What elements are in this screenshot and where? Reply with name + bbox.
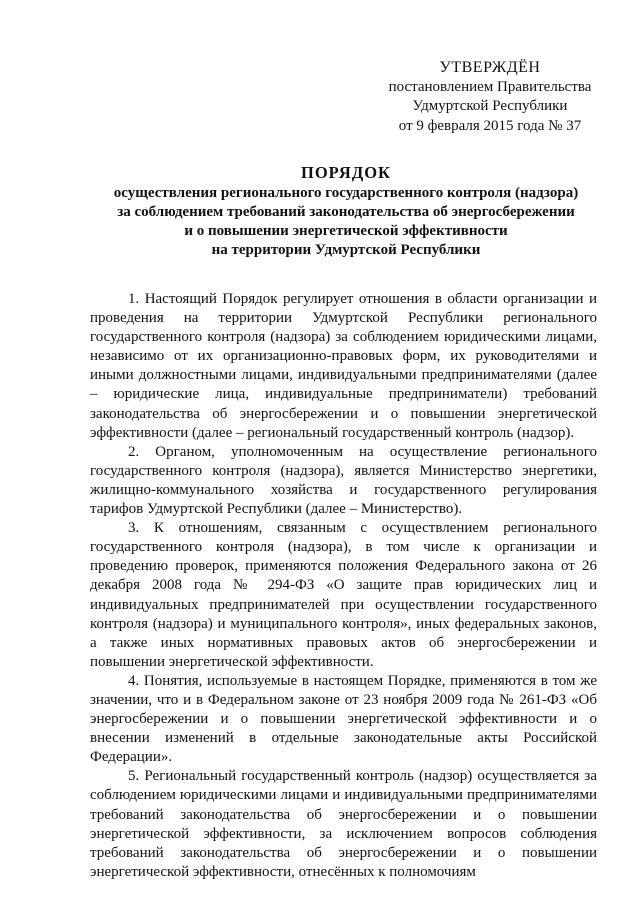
paragraph-5: 5. Региональный государственный контроль (надзор) осуществляется за соблюдением юридическими лицами и индивидуальными предпринимателями требований законодательства об энергосбережении и о повышении энергетической эффективности, за исключением вопросов соблюдения требований законодательства об энергосбережении и о повышении энергетической эффективности, отнесённых к полномочиям [90,768,597,880]
title-line: на территории Удмуртской Республики [211,242,481,258]
paragraph-3: 3. К отношениям, связанным с осуществлением регионального государственного контроля (надзора), в том числе к организации и проведению проверок, применяются положения Федерального закона от 26 декабря 2008 года № 294-ФЗ «О защите прав юридических лиц и индивидуальных предпринимателей при осуществлении государственного контроля (надзора) и муниципального контроля», иных федеральных законов, а также иных нормативных правовых актов об энергосбережении и повышении энергетической эффективности. [90,520,597,670]
paragraph-2: 2. Органом, уполномоченным на осуществление регионального государственного контроля (надзора), является Министерство энергетики, жилищно-коммунального хозяйства и государственного регулирования тарифов Удмуртской Республики (далее – Министерство). [90,443,597,518]
paragraph-4: 4. Понятия, используемые в настоящем Порядке, применяются в том же значении, что и в Федеральном законе от 23 ноября 2009 года № 261-ФЗ «Об энергосбережении и о повышении энергетической эффективности и о внесении изменений в отдельные законодательные акты Российской Федерации». [90,672,597,766]
paragraph-1: 1. Настоящий Порядок регулирует отношения в области организации и проведения на территории Удмуртской Республики регионального государственного контроля (надзора) за соблюдением юридическими лицами, независимо от их организационно-правовых форм, их руководителями и иными должностными лицами, индивидуальными предпринимателями (далее – юридические лица, индивидуальные предприниматели) требований законодательства об энергосбережении и о повышении энергетической эффективности (далее – региональный государственный контроль (надзор). [90,291,597,441]
approval-date-line: от 9 февраля 2015 года № 37 [398,117,582,134]
approval-line: постановлением Правительства [388,78,592,95]
document-body [90,290,597,882]
approval-line: Удмуртской Республики [412,98,568,114]
title-line: осуществления регионального государственного контроля (надзора) [113,185,579,201]
approval-heading: УТВЕРЖДЁН [439,59,541,76]
title-line: и о повышении энергетической эффективности [184,223,508,239]
title-line: за соблюдением требований законодательства об энергосбережении [117,204,575,220]
approval-stamp [375,58,605,136]
document-title [90,163,602,260]
title-main: ПОРЯДОК [301,163,391,182]
